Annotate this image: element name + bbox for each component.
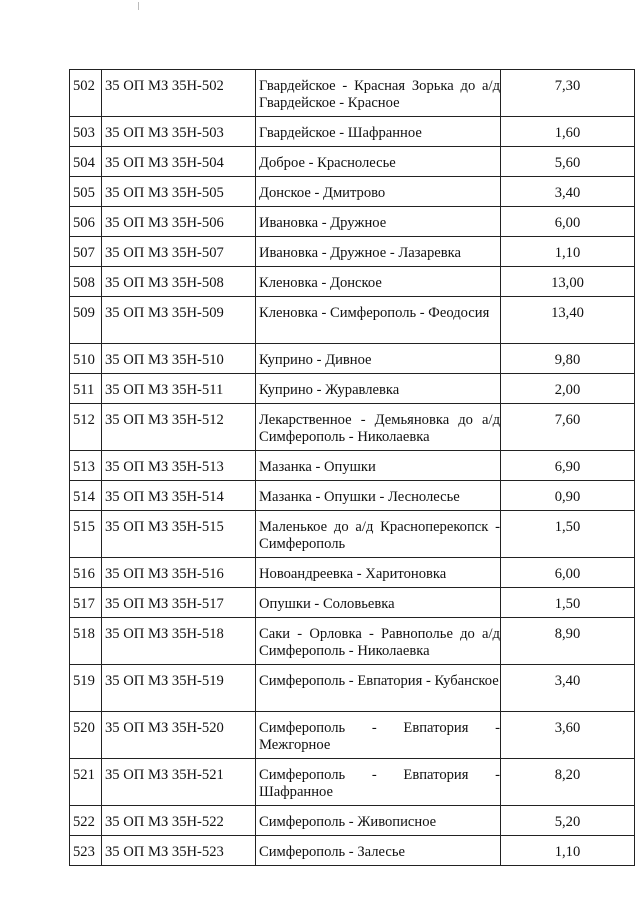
road-code: 35 ОП МЗ 35Н-505	[102, 177, 256, 207]
row-number: 519	[70, 665, 102, 712]
row-number: 506	[70, 207, 102, 237]
table-row	[70, 177, 635, 207]
roads-table	[69, 69, 635, 866]
row-number: 509	[70, 297, 102, 344]
road-length: 1,10	[501, 237, 635, 267]
road-name: Опушки - Соловьевка	[256, 588, 501, 618]
road-name: Ивановка - Дружное - Лазаревка	[256, 237, 501, 267]
table-row	[70, 806, 635, 836]
row-number: 521	[70, 759, 102, 806]
road-code: 35 ОП МЗ 35Н-515	[102, 511, 256, 558]
road-code: 35 ОП МЗ 35Н-516	[102, 558, 256, 588]
road-length: 1,50	[501, 588, 635, 618]
table-row	[70, 712, 635, 759]
row-number: 523	[70, 836, 102, 866]
road-length: 1,10	[501, 836, 635, 866]
table-row	[70, 665, 635, 712]
table-row	[70, 267, 635, 297]
road-name: Кленовка - Симферополь - Феодосия	[256, 297, 501, 344]
road-name: Симферополь - Евпатория - Кубанское	[256, 665, 501, 712]
road-length: 6,00	[501, 207, 635, 237]
road-code: 35 ОП МЗ 35Н-519	[102, 665, 256, 712]
table-row	[70, 70, 635, 117]
road-name: Симферополь - Евпатория - Шафранное	[256, 759, 501, 806]
road-length: 2,00	[501, 374, 635, 404]
road-code: 35 ОП МЗ 35Н-512	[102, 404, 256, 451]
row-number: 503	[70, 117, 102, 147]
road-code: 35 ОП МЗ 35Н-507	[102, 237, 256, 267]
road-code: 35 ОП МЗ 35Н-502	[102, 70, 256, 117]
road-length: 3,40	[501, 665, 635, 712]
row-number: 510	[70, 344, 102, 374]
table-row	[70, 117, 635, 147]
row-number: 512	[70, 404, 102, 451]
road-length: 8,20	[501, 759, 635, 806]
road-code: 35 ОП МЗ 35Н-508	[102, 267, 256, 297]
table-row	[70, 344, 635, 374]
table-row	[70, 404, 635, 451]
road-code: 35 ОП МЗ 35Н-523	[102, 836, 256, 866]
row-number: 513	[70, 451, 102, 481]
table-row	[70, 588, 635, 618]
road-name: Мазанка - Опушки	[256, 451, 501, 481]
road-length: 13,00	[501, 267, 635, 297]
road-code: 35 ОП МЗ 35Н-514	[102, 481, 256, 511]
road-length: 5,20	[501, 806, 635, 836]
road-code: 35 ОП МЗ 35Н-509	[102, 297, 256, 344]
row-number: 516	[70, 558, 102, 588]
road-length: 1,60	[501, 117, 635, 147]
road-code: 35 ОП МЗ 35Н-517	[102, 588, 256, 618]
table-row	[70, 451, 635, 481]
row-number: 518	[70, 618, 102, 665]
row-number: 520	[70, 712, 102, 759]
row-number: 515	[70, 511, 102, 558]
table-row	[70, 511, 635, 558]
road-name: Симферополь - Залесье	[256, 836, 501, 866]
road-code: 35 ОП МЗ 35Н-518	[102, 618, 256, 665]
road-name: Донское - Дмитрово	[256, 177, 501, 207]
road-name: Кленовка - Донское	[256, 267, 501, 297]
road-code: 35 ОП МЗ 35Н-510	[102, 344, 256, 374]
road-name: Новоандреевка - Харитоновка	[256, 558, 501, 588]
road-name: Симферополь - Живописное	[256, 806, 501, 836]
road-name: Симферополь - Евпатория - Межгорное	[256, 712, 501, 759]
road-length: 6,90	[501, 451, 635, 481]
road-name: Доброе - Краснолесье	[256, 147, 501, 177]
table-row	[70, 618, 635, 665]
row-number: 505	[70, 177, 102, 207]
road-length: 9,80	[501, 344, 635, 374]
road-name: Гвардейское - Красная Зорька до а/д Гвардейское - Красное	[256, 70, 501, 117]
row-number: 508	[70, 267, 102, 297]
row-number: 511	[70, 374, 102, 404]
row-number: 504	[70, 147, 102, 177]
road-length: 3,60	[501, 712, 635, 759]
row-number: 517	[70, 588, 102, 618]
road-name: Куприно - Дивное	[256, 344, 501, 374]
road-name: Лекарственное - Демьяновка до а/д Симферополь - Николаевка	[256, 404, 501, 451]
row-number: 502	[70, 70, 102, 117]
road-code: 35 ОП МЗ 35Н-522	[102, 806, 256, 836]
table-row	[70, 237, 635, 267]
road-length: 1,50	[501, 511, 635, 558]
road-length: 7,30	[501, 70, 635, 117]
table-row	[70, 481, 635, 511]
road-code: 35 ОП МЗ 35Н-520	[102, 712, 256, 759]
row-number: 507	[70, 237, 102, 267]
table-row	[70, 836, 635, 866]
road-length: 3,40	[501, 177, 635, 207]
road-name: Ивановка - Дружное	[256, 207, 501, 237]
table-row	[70, 207, 635, 237]
road-name: Маленькое до а/д Красноперекопск - Симферополь	[256, 511, 501, 558]
road-length: 13,40	[501, 297, 635, 344]
road-length: 8,90	[501, 618, 635, 665]
road-code: 35 ОП МЗ 35Н-503	[102, 117, 256, 147]
table-row	[70, 147, 635, 177]
road-name: Гвардейское - Шафранное	[256, 117, 501, 147]
road-code: 35 ОП МЗ 35Н-504	[102, 147, 256, 177]
road-code: 35 ОП МЗ 35Н-521	[102, 759, 256, 806]
row-number: 522	[70, 806, 102, 836]
road-code: 35 ОП МЗ 35Н-511	[102, 374, 256, 404]
table-row	[70, 759, 635, 806]
table-row	[70, 374, 635, 404]
road-name: Саки - Орловка - Равнополье до а/д Симферополь - Николаевка	[256, 618, 501, 665]
road-length: 0,90	[501, 481, 635, 511]
road-code: 35 ОП МЗ 35Н-506	[102, 207, 256, 237]
road-length: 5,60	[501, 147, 635, 177]
table-row	[70, 558, 635, 588]
road-length: 6,00	[501, 558, 635, 588]
road-length: 7,60	[501, 404, 635, 451]
row-number: 514	[70, 481, 102, 511]
page-mark	[138, 2, 139, 10]
road-name: Куприно - Журавлевка	[256, 374, 501, 404]
road-code: 35 ОП МЗ 35Н-513	[102, 451, 256, 481]
road-name: Мазанка - Опушки - Леснолесье	[256, 481, 501, 511]
table-row	[70, 297, 635, 344]
